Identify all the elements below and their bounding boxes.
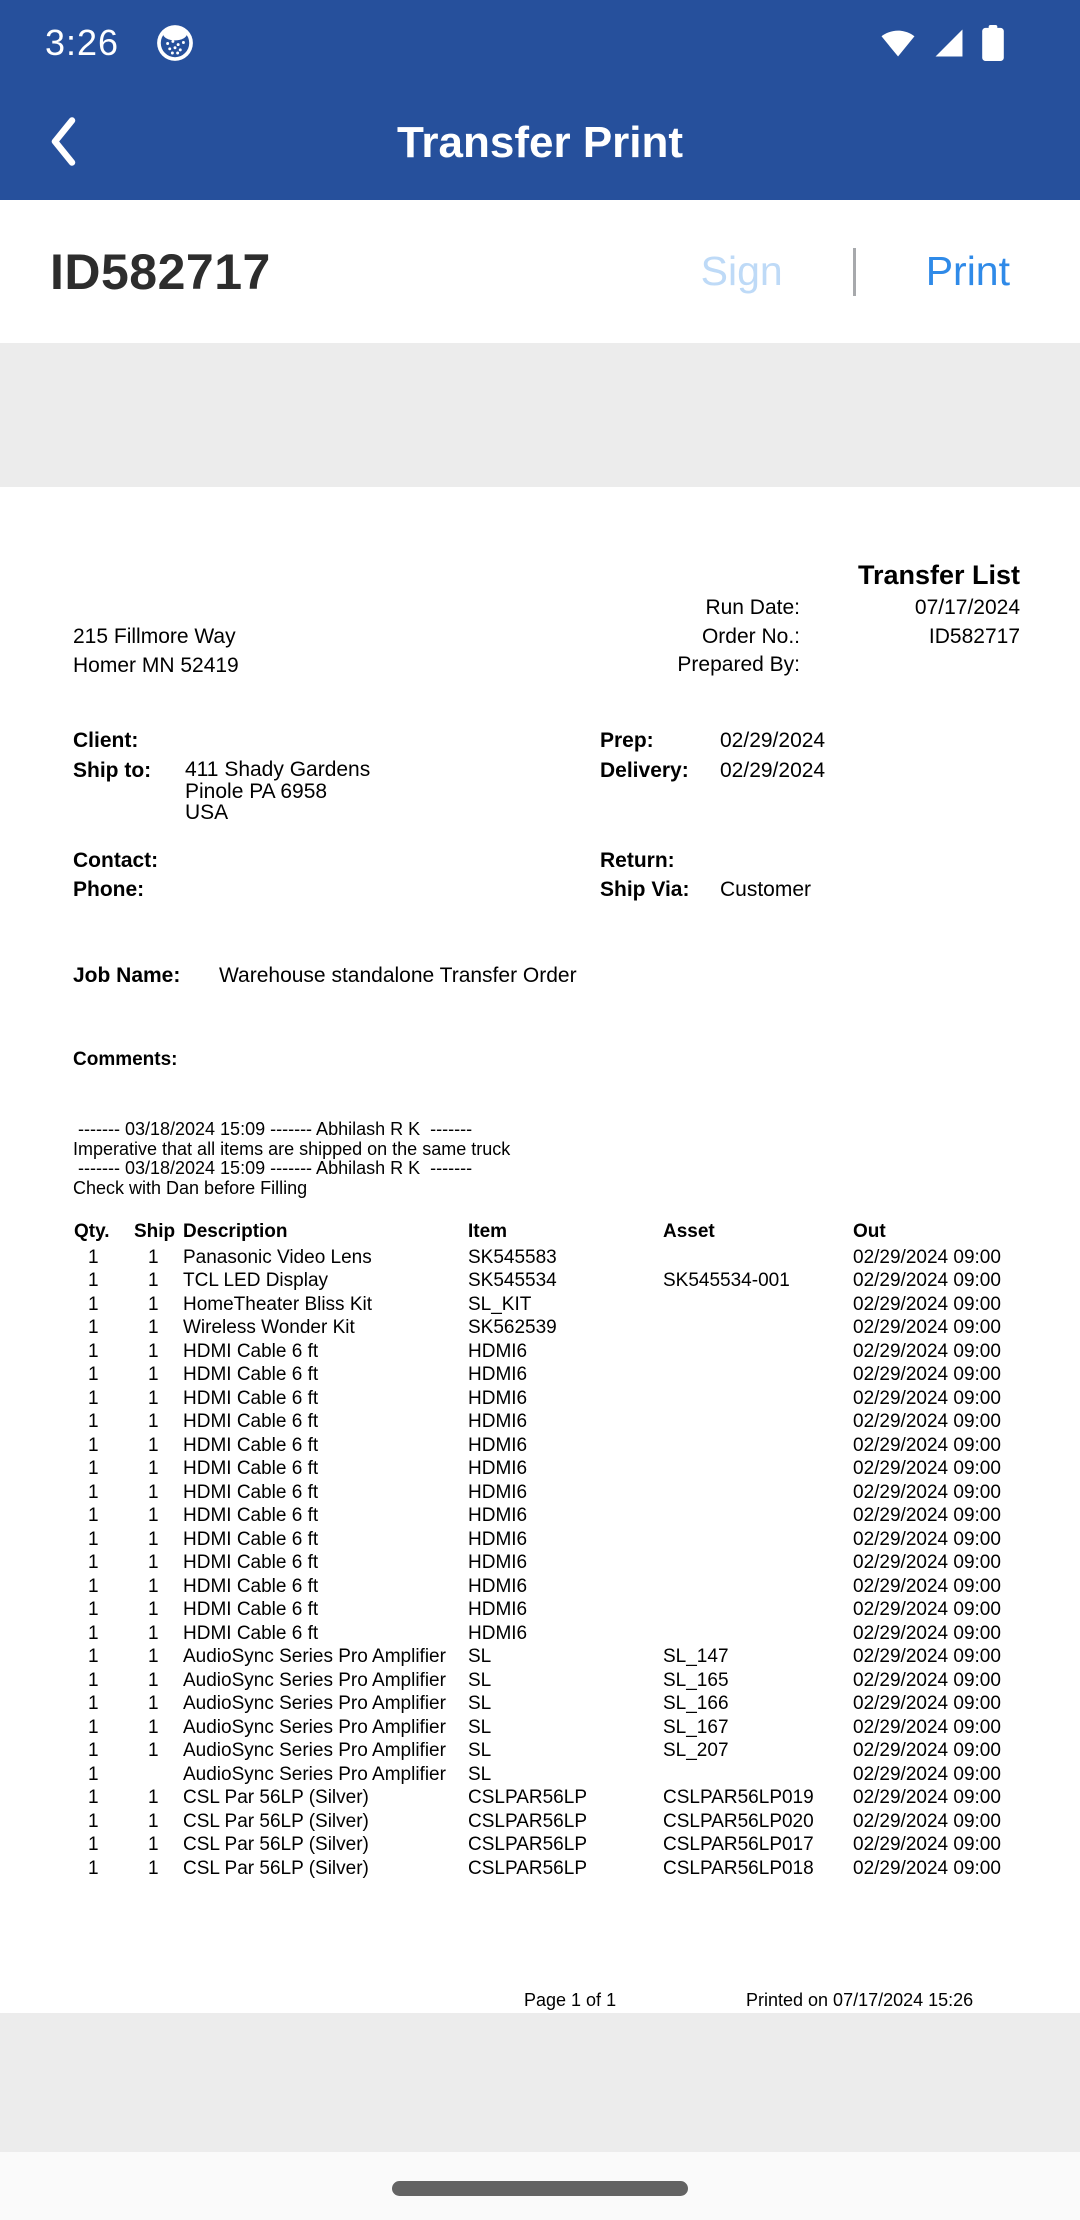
item-cell: SL	[468, 1646, 492, 1668]
table-row	[0, 1857, 1080, 1881]
description-cell: HDMI Cable 6 ft	[183, 1505, 319, 1527]
ship-cell: 1	[148, 1693, 159, 1715]
description-cell: AudioSync Series Pro Amplifier	[183, 1740, 446, 1762]
item-cell: CSLPAR56LP	[468, 1834, 587, 1856]
page-number: Page 1 of 1	[524, 1990, 617, 2010]
qty-cell: 1	[88, 1340, 99, 1362]
ship-cell: 1	[148, 1481, 159, 1503]
meta-value	[800, 651, 1020, 680]
out-cell: 02/29/2024 09:00	[853, 1810, 1001, 1832]
meta-label: Run Date:	[705, 596, 800, 619]
action-divider	[853, 248, 856, 296]
document-title: Transfer List	[857, 560, 1020, 590]
app-bar	[0, 85, 1080, 200]
item-cell: SK545534	[468, 1270, 557, 1292]
meta-row	[560, 651, 1020, 680]
qty-cell: 1	[88, 1293, 99, 1315]
page-title: Transfer Print	[396, 117, 684, 167]
signal-icon	[932, 26, 966, 60]
description-cell: HDMI Cable 6 ft	[183, 1622, 319, 1644]
ship-cell: 1	[148, 1364, 159, 1386]
return-label: Return:	[600, 849, 675, 872]
asset-cell: CSLPAR56LP020	[663, 1810, 814, 1832]
qty-cell: 1	[88, 1787, 99, 1809]
item-cell: SL	[468, 1716, 492, 1738]
home-indicator[interactable]	[392, 2181, 688, 2196]
qty-cell: 1	[88, 1763, 99, 1785]
contact-label: Contact:	[73, 849, 159, 872]
table-header-cell: Ship	[134, 1220, 176, 1242]
out-cell: 02/29/2024 09:00	[853, 1599, 1001, 1621]
item-cell: HDMI6	[468, 1552, 528, 1574]
meta-label: Order No.:	[701, 624, 800, 648]
item-cell: HDMI6	[468, 1340, 528, 1362]
out-cell: 02/29/2024 09:00	[853, 1740, 1001, 1762]
table-header-cell: Qty.	[74, 1220, 110, 1242]
qty-cell: 1	[88, 1599, 99, 1621]
wifi-icon	[880, 26, 916, 60]
ship-cell: 1	[148, 1857, 159, 1879]
table-row	[0, 1622, 1080, 1646]
item-cell: HDMI6	[468, 1528, 528, 1550]
table-row	[0, 1317, 1080, 1341]
table-header-cell: Description	[183, 1220, 288, 1242]
description-cell: AudioSync Series Pro Amplifier	[183, 1669, 446, 1691]
table-row	[0, 1763, 1080, 1787]
out-cell: 02/29/2024 09:00	[853, 1270, 1001, 1292]
out-cell: 02/29/2024 09:00	[853, 1646, 1001, 1668]
table-row	[0, 1740, 1080, 1764]
table-row	[0, 1434, 1080, 1458]
battery-icon	[982, 25, 1004, 61]
item-cell: HDMI6	[468, 1575, 528, 1597]
description-cell: HomeTheater Bliss Kit	[183, 1293, 373, 1315]
back-button[interactable]	[38, 106, 86, 179]
out-cell: 02/29/2024 09:00	[853, 1763, 1001, 1785]
description-cell: HDMI Cable 6 ft	[183, 1575, 319, 1597]
ship-cell: 1	[148, 1246, 159, 1268]
description-cell: HDMI Cable 6 ft	[183, 1481, 319, 1503]
ship-cell: 1	[148, 1293, 159, 1315]
ship-cell: 1	[148, 1552, 159, 1574]
description-cell: HDMI Cable 6 ft	[183, 1387, 319, 1409]
item-cell: CSLPAR56LP	[468, 1810, 587, 1832]
table-row	[0, 1270, 1080, 1294]
out-cell: 02/29/2024 09:00	[853, 1552, 1001, 1574]
table-row	[0, 1834, 1080, 1858]
out-cell: 02/29/2024 09:00	[853, 1787, 1001, 1809]
asset-cell: SL_165	[663, 1669, 729, 1691]
out-cell: 02/29/2024 09:00	[853, 1716, 1001, 1738]
out-cell: 02/29/2024 09:00	[853, 1458, 1001, 1480]
gesture-nav-bar	[0, 2152, 1080, 2220]
description-cell: HDMI Cable 6 ft	[183, 1434, 319, 1456]
ship-to-address	[185, 759, 370, 824]
item-cell: SL	[468, 1693, 492, 1715]
table-row	[0, 1599, 1080, 1623]
sign-button[interactable]: Sign	[700, 248, 783, 294]
asset-cell: SL_166	[663, 1693, 729, 1715]
asset-cell: SL_147	[663, 1646, 729, 1668]
table-header	[0, 1220, 1080, 1244]
table-row	[0, 1293, 1080, 1317]
ship-via-label: Ship Via:	[600, 878, 690, 901]
qty-cell: 1	[88, 1434, 99, 1456]
ship-cell: 1	[148, 1622, 159, 1644]
meta-row	[560, 594, 1020, 623]
description-cell: Wireless Wonder Kit	[183, 1317, 355, 1339]
qty-cell: 1	[88, 1270, 99, 1292]
out-cell: 02/29/2024 09:00	[853, 1575, 1001, 1597]
description-cell: CSL Par 56LP (Silver)	[183, 1834, 369, 1856]
asset-cell: CSLPAR56LP017	[663, 1834, 814, 1856]
out-cell: 02/29/2024 09:00	[853, 1669, 1001, 1691]
qty-cell: 1	[88, 1857, 99, 1879]
ship-cell: 1	[148, 1834, 159, 1856]
item-cell: CSLPAR56LP	[468, 1857, 587, 1879]
qty-cell: 1	[88, 1740, 99, 1762]
ship-cell: 1	[148, 1434, 159, 1456]
ship-cell: 1	[148, 1387, 159, 1409]
item-cell: HDMI6	[468, 1505, 528, 1527]
asset-cell: SK545534-001	[663, 1270, 790, 1292]
qty-cell: 1	[88, 1505, 99, 1527]
description-cell: TCL LED Display	[183, 1270, 329, 1292]
item-cell: SK545583	[468, 1246, 557, 1268]
notification-icon	[155, 23, 195, 63]
table-header-cell: Item	[468, 1220, 508, 1242]
comments	[73, 1081, 510, 1237]
description-cell: AudioSync Series Pro Amplifier	[183, 1716, 446, 1738]
description-cell: HDMI Cable 6 ft	[183, 1340, 319, 1362]
description-cell: CSL Par 56LP (Silver)	[183, 1857, 369, 1879]
table-body	[0, 1246, 1080, 1881]
qty-cell: 1	[88, 1693, 99, 1715]
ship-to-address-line: 411 Shady Gardens	[185, 758, 371, 781]
comment-line: ------- 03/18/2024 15:09 ------- Abhilash R K -------	[73, 1158, 473, 1178]
chevron-left-icon	[46, 114, 78, 171]
document-preview[interactable]	[0, 487, 1080, 2013]
item-cell: HDMI6	[468, 1411, 528, 1433]
out-cell: 02/29/2024 09:00	[853, 1411, 1001, 1433]
item-cell: HDMI6	[468, 1458, 528, 1480]
qty-cell: 1	[88, 1834, 99, 1856]
out-cell: 02/29/2024 09:00	[853, 1857, 1001, 1879]
table-row	[0, 1528, 1080, 1552]
ship-cell: 1	[148, 1505, 159, 1527]
item-cell: HDMI6	[468, 1387, 528, 1409]
meta-label: Prepared By:	[677, 653, 800, 676]
qty-cell: 1	[88, 1364, 99, 1386]
table-row	[0, 1646, 1080, 1670]
qty-cell: 1	[88, 1669, 99, 1691]
description-cell: AudioSync Series Pro Amplifier	[183, 1763, 446, 1785]
out-cell: 02/29/2024 09:00	[853, 1622, 1001, 1644]
ship-cell: 1	[148, 1340, 159, 1362]
delivery-value: 02/29/2024	[720, 759, 826, 782]
status-time: 3:26	[45, 21, 120, 63]
prep-value: 02/29/2024	[720, 729, 826, 752]
description-cell: AudioSync Series Pro Amplifier	[183, 1646, 446, 1668]
out-cell: 02/29/2024 09:00	[853, 1246, 1001, 1268]
ship-cell: 1	[148, 1716, 159, 1738]
ship-cell: 1	[148, 1528, 159, 1550]
ship-cell: 1	[148, 1458, 159, 1480]
qty-cell: 1	[88, 1481, 99, 1503]
qty-cell: 1	[88, 1646, 99, 1668]
item-cell: HDMI6	[468, 1481, 528, 1503]
description-cell: HDMI Cable 6 ft	[183, 1364, 319, 1386]
ship-cell: 1	[148, 1270, 159, 1292]
table-row	[0, 1575, 1080, 1599]
item-cell: SK562539	[468, 1317, 557, 1339]
table-row	[0, 1552, 1080, 1576]
print-button[interactable]: Print	[925, 248, 1010, 294]
ship-via-value: Customer	[720, 878, 812, 901]
asset-cell: CSLPAR56LP019	[663, 1787, 814, 1809]
item-cell: SL	[468, 1669, 492, 1691]
order-header	[0, 200, 1080, 343]
qty-cell: 1	[88, 1246, 99, 1268]
table-row	[0, 1505, 1080, 1529]
table-row	[0, 1458, 1080, 1482]
table-header-cell: Out	[853, 1220, 886, 1242]
qty-cell: 1	[88, 1458, 99, 1480]
comments-label: Comments:	[73, 1049, 178, 1070]
document-meta	[560, 594, 1020, 680]
asset-cell: CSLPAR56LP018	[663, 1857, 814, 1879]
out-cell: 02/29/2024 09:00	[853, 1434, 1001, 1456]
description-cell: HDMI Cable 6 ft	[183, 1599, 319, 1621]
ship-cell: 1	[148, 1599, 159, 1621]
ship-cell: 1	[148, 1317, 159, 1339]
preview-background-top	[0, 343, 1080, 487]
out-cell: 02/29/2024 09:00	[853, 1340, 1001, 1362]
comment-line: Check with Dan before Filling	[73, 1177, 308, 1198]
ship-cell: 1	[148, 1669, 159, 1691]
item-cell: SL_KIT	[468, 1293, 532, 1315]
order-actions	[701, 248, 1010, 296]
comment-line: Imperative that all items are shipped on the same truck	[73, 1138, 511, 1159]
table-row	[0, 1481, 1080, 1505]
out-cell: 02/29/2024 09:00	[853, 1364, 1001, 1386]
comment-line: ------- 03/18/2024 15:09 ------- Abhilash R K -------	[73, 1119, 473, 1139]
item-cell: HDMI6	[468, 1434, 528, 1456]
job-name-value: Warehouse standalone Transfer Order	[219, 964, 577, 987]
out-cell: 02/29/2024 09:00	[853, 1293, 1001, 1315]
out-cell: 02/29/2024 09:00	[853, 1481, 1001, 1503]
preview-background-bottom	[0, 2013, 1080, 2152]
out-cell: 02/29/2024 09:00	[853, 1317, 1001, 1339]
meta-value: ID582717	[928, 624, 1020, 648]
qty-cell: 1	[88, 1622, 99, 1644]
qty-cell: 1	[88, 1810, 99, 1832]
table-row	[0, 1340, 1080, 1364]
sender-address-line: 215 Fillmore Way	[73, 625, 236, 648]
table-row	[0, 1716, 1080, 1740]
job-name-label: Job Name:	[73, 964, 181, 987]
asset-cell: SL_167	[663, 1716, 729, 1738]
status-bar	[0, 0, 1080, 85]
description-cell: HDMI Cable 6 ft	[183, 1552, 319, 1574]
table-row	[0, 1411, 1080, 1435]
out-cell: 02/29/2024 09:00	[853, 1387, 1001, 1409]
description-cell: CSL Par 56LP (Silver)	[183, 1810, 369, 1832]
out-cell: 02/29/2024 09:00	[853, 1693, 1001, 1715]
item-cell: HDMI6	[468, 1599, 528, 1621]
sender-address-line: Homer MN 52419	[73, 653, 239, 677]
ship-cell: 1	[148, 1740, 159, 1762]
meta-row	[560, 623, 1020, 652]
item-cell: CSLPAR56LP	[468, 1787, 587, 1809]
item-cell: SL	[468, 1740, 492, 1762]
order-id: ID582717	[50, 243, 271, 300]
phone-label: Phone:	[73, 878, 145, 901]
table-row	[0, 1787, 1080, 1811]
description-cell: CSL Par 56LP (Silver)	[183, 1787, 369, 1809]
qty-cell: 1	[88, 1387, 99, 1409]
description-cell: AudioSync Series Pro Amplifier	[183, 1693, 446, 1715]
client-label: Client:	[73, 729, 139, 752]
ship-to-address-line: USA	[185, 801, 229, 824]
out-cell: 02/29/2024 09:00	[853, 1528, 1001, 1550]
qty-cell: 1	[88, 1528, 99, 1550]
description-cell: HDMI Cable 6 ft	[183, 1411, 319, 1433]
item-cell: HDMI6	[468, 1364, 528, 1386]
ship-cell: 1	[148, 1575, 159, 1597]
table-row	[0, 1810, 1080, 1834]
qty-cell: 1	[88, 1575, 99, 1597]
qty-cell: 1	[88, 1317, 99, 1339]
item-cell: SL	[468, 1763, 492, 1785]
table-row	[0, 1364, 1080, 1388]
asset-cell: SL_207	[663, 1740, 729, 1762]
description-cell: Panasonic Video Lens	[183, 1246, 372, 1268]
qty-cell: 1	[88, 1716, 99, 1738]
ship-to-label: Ship to:	[73, 759, 152, 782]
ship-to-address-line: Pinole PA 6958	[185, 779, 328, 803]
ship-cell: 1	[148, 1787, 159, 1809]
table-row	[0, 1669, 1080, 1693]
description-cell: HDMI Cable 6 ft	[183, 1528, 319, 1550]
prep-label: Prep:	[600, 729, 654, 752]
table-header-cell: Asset	[663, 1220, 715, 1242]
description-cell: HDMI Cable 6 ft	[183, 1458, 319, 1480]
table-row	[0, 1387, 1080, 1411]
ship-cell: 1	[148, 1411, 159, 1433]
qty-cell: 1	[88, 1552, 99, 1574]
out-cell: 02/29/2024 09:00	[853, 1834, 1001, 1856]
table-row	[0, 1693, 1080, 1717]
status-icons	[880, 25, 1004, 61]
table-row	[0, 1246, 1080, 1270]
out-cell: 02/29/2024 09:00	[853, 1505, 1001, 1527]
sender-address	[73, 623, 239, 680]
delivery-label: Delivery:	[600, 759, 689, 782]
ship-cell: 1	[148, 1810, 159, 1832]
meta-value: 07/17/2024	[914, 596, 1020, 619]
ship-cell: 1	[148, 1646, 159, 1668]
item-cell: HDMI6	[468, 1622, 528, 1644]
printed-timestamp: Printed on 07/17/2024 15:26	[746, 1990, 974, 2010]
qty-cell: 1	[88, 1411, 99, 1433]
